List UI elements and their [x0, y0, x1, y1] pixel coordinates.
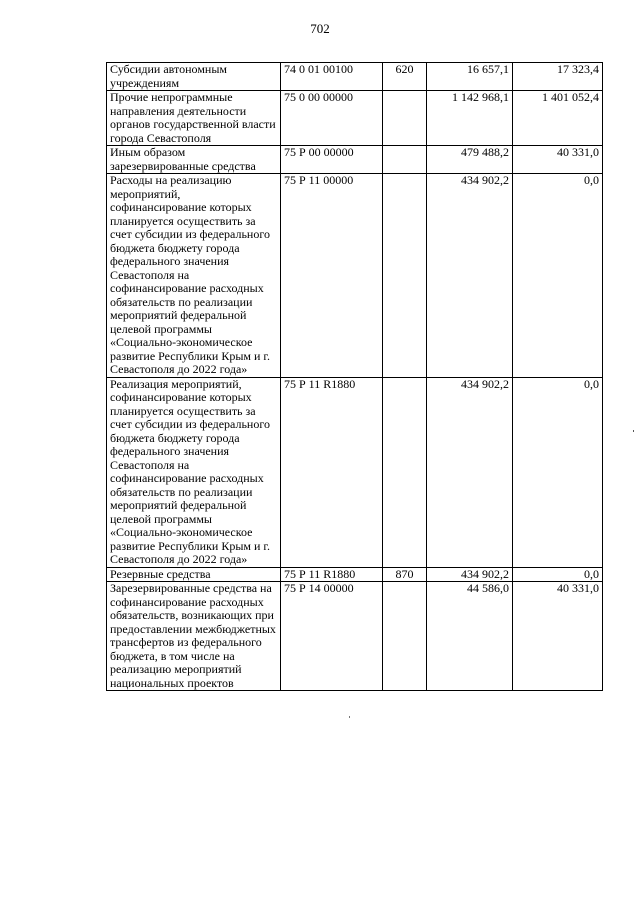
row-name-cell: Субсидии автономным учреждениям — [107, 63, 281, 91]
row-code-cell: 74 0 01 00100 — [281, 63, 383, 91]
scan-artifact — [633, 430, 634, 432]
row-amount-1-cell: 16 657,1 — [427, 63, 513, 91]
table-row — [107, 146, 603, 174]
row-amount-2-cell: 0,0 — [513, 377, 603, 567]
row-vr-cell: 870 — [383, 567, 427, 582]
row-code-cell: 75 0 00 00000 — [281, 91, 383, 146]
budget-table-body — [107, 63, 603, 691]
table-row — [107, 567, 603, 582]
row-vr-cell: 620 — [383, 63, 427, 91]
row-vr-cell — [383, 91, 427, 146]
row-name-cell: Прочие непрограммные направления деятельности органов государственной власти города Севастополя — [107, 91, 281, 146]
budget-table — [106, 62, 603, 691]
row-code-cell: 75 Р 11 R1880 — [281, 377, 383, 567]
row-amount-2-cell: 1 401 052,4 — [513, 91, 603, 146]
row-amount-1-cell: 1 142 968,1 — [427, 91, 513, 146]
row-code-cell: 75 Р 11 00000 — [281, 174, 383, 378]
row-amount-2-cell: 0,0 — [513, 567, 603, 582]
scan-artifact — [349, 716, 350, 718]
row-code-cell: 75 Р 11 R1880 — [281, 567, 383, 582]
row-name-cell: Реализация мероприятий, софинансирование которых планируется осуществить за счет субсидии из федерального бюджета бюджету города федерального значения Севастополя на софинансирование расходных обязательств по реализации мероприятий федеральной целевой программы «Социально-экономическое развитие Республики Крым и г. Севастополя до 2022 года» — [107, 377, 281, 567]
row-name-cell: Расходы на реализацию мероприятий, софинансирование которых планируется осуществить за счет субсидии из федерального бюджета бюджету города федерального значения Севастополя на софинансирование расходных обязательств по реализации мероприятий федеральной целевой программы «Социально-экономическое развитие Республики Крым и г. Севастополя до 2022 года» — [107, 174, 281, 378]
row-vr-cell — [383, 377, 427, 567]
row-amount-1-cell: 44 586,0 — [427, 582, 513, 691]
row-vr-cell — [383, 146, 427, 174]
row-code-cell: 75 Р 00 00000 — [281, 146, 383, 174]
table-row — [107, 377, 603, 567]
table-row — [107, 91, 603, 146]
row-amount-2-cell: 17 323,4 — [513, 63, 603, 91]
row-amount-1-cell: 434 902,2 — [427, 174, 513, 378]
row-name-cell: Зарезервированные средства на софинансирование расходных обязательств, возникающих при предоставлении межбюджетных трансфертов из федерального бюджета, в том числе на реализацию мероприятий национальных проектов — [107, 582, 281, 691]
row-name-cell: Резервные средства — [107, 567, 281, 582]
row-amount-1-cell: 479 488,2 — [427, 146, 513, 174]
row-vr-cell — [383, 174, 427, 378]
row-amount-1-cell: 434 902,2 — [427, 567, 513, 582]
row-name-cell: Иным образом зарезервированные средства — [107, 146, 281, 174]
row-amount-2-cell: 0,0 — [513, 174, 603, 378]
row-amount-2-cell: 40 331,0 — [513, 582, 603, 691]
row-amount-2-cell: 40 331,0 — [513, 146, 603, 174]
table-row — [107, 63, 603, 91]
row-vr-cell — [383, 582, 427, 691]
page-number: 702 — [310, 21, 330, 36]
table-row — [107, 174, 603, 378]
row-amount-1-cell: 434 902,2 — [427, 377, 513, 567]
row-code-cell: 75 Р 14 00000 — [281, 582, 383, 691]
table-row — [107, 582, 603, 691]
